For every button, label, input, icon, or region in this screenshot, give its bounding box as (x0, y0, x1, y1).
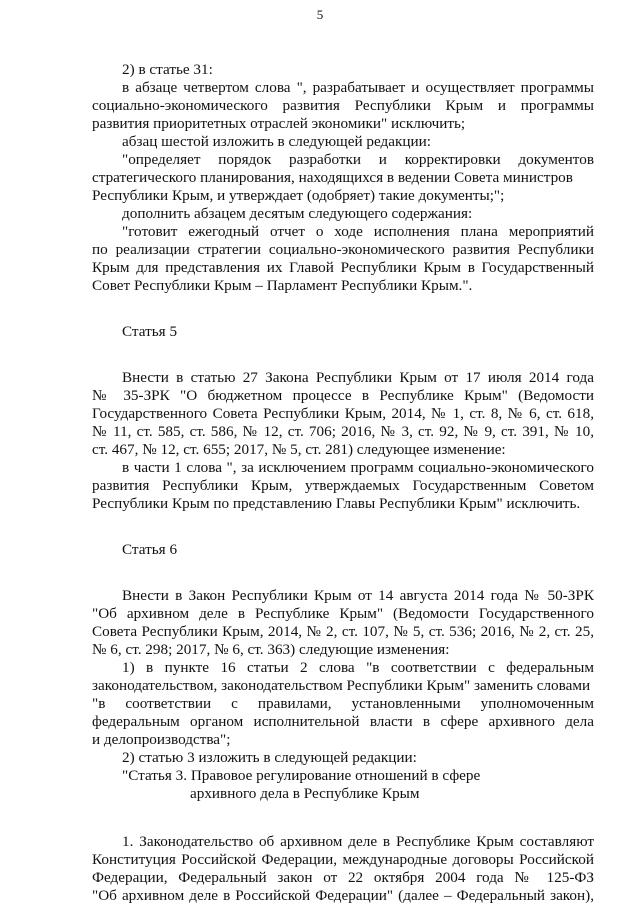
text-line: Республики Крым, и утверждает (одобряет) такие документы;"; (92, 187, 505, 204)
text-line: дополнить абзацем десятым следующего содержания: (122, 205, 473, 222)
text-line: Внести в статью 27 Закона Республики Крым от 17 июля 2014 года (122, 369, 594, 386)
text-line: "Статья 3. Правовое регулирование отношений в сфере (122, 767, 481, 784)
page-number: 5 (316, 7, 324, 22)
article-heading: Статья 6 (122, 541, 178, 558)
text-line: законодательством, законодательством Республики Крым" заменить словами (92, 677, 591, 694)
text-line: Крым для представления их Главой Республики Крым в Государственный (92, 259, 594, 276)
paragraph-gap (92, 559, 594, 587)
text-line: архивного дела в Республике Крым (190, 785, 420, 802)
text-line: в абзаце четвертом слова ", разрабатывает и осуществляет программы (122, 79, 594, 96)
document-body (92, 61, 594, 905)
text-line: по реализации стратегии социально-экономического развития Республики (92, 241, 594, 258)
text-line: в части 1 слова ", за исключением программ социально-экономического (122, 459, 594, 476)
text-line: Государственного Совета Республики Крым, 2014, № 1, ст. 8, № 6, ст. 618, (92, 405, 594, 422)
text-line: Внести в Закон Республики Крым от 14 августа 2014 года № 50-ЗРК (122, 587, 594, 604)
text-line: абзац шестой изложить в следующей редакции: (122, 133, 431, 150)
text-line: "готовит ежегодный отчет о ходе исполнения плана мероприятий (122, 223, 594, 240)
paragraph-gap (92, 295, 594, 323)
text-line: № 11, ст. 585, ст. 586, № 12, ст. 706; 2016, № 3, ст. 92, № 9, ст. 391, № 10, (92, 423, 594, 440)
text-line: Республики Крым по представлению Главы Республики Крым" исключить. (92, 495, 581, 512)
text-line: и делопроизводства"; (92, 731, 231, 748)
text-line: социально-экономического развития Республики Крым и программы (92, 97, 594, 114)
text-line: Совет Республики Крым – Парламент Республики Крым.". (92, 277, 473, 294)
text-line: 1) в пункте 16 статьи 2 слова "в соответствии с федеральным (122, 659, 594, 676)
text-line: № 35-ЗРК "О бюджетном процессе в Республике Крым" (Ведомости (92, 387, 594, 404)
text-line: № 6, ст. 298; 2017, № 6, ст. 363) следующие изменения: (92, 641, 450, 658)
text-line: Совета Республики Крым, 2014, № 2, ст. 107, № 5, ст. 536; 2016, № 2, ст. 25, (92, 623, 594, 640)
text-line: ст. 467, № 12, ст. 655; 2017, № 5, ст. 281) следующее изменение: (92, 441, 506, 458)
paragraph-gap (92, 803, 594, 833)
text-line: стратегического планирования, находящихся в ведении Совета министров (92, 169, 573, 186)
text-line: развития Республики Крым, утверждаемых Государственным Советом (92, 477, 594, 494)
article-heading: Статья 5 (122, 323, 178, 340)
text-line: 2) статью 3 изложить в следующей редакции: (122, 749, 417, 766)
text-line: развития приоритетных отраслей экономики" исключить; (92, 115, 466, 132)
text-line: Федерации, Федеральный закон от 22 октября 2004 года № 125-ФЗ (92, 869, 594, 886)
paragraph-gap (92, 513, 594, 541)
text-line: "в соответствии с правилами, установленными уполномоченным (92, 695, 594, 712)
paragraph-gap (92, 341, 594, 369)
text-line: "Об архивном деле в Республике Крым" (Ведомости Государственного (92, 605, 594, 622)
text-line: 2) в статье 31: (122, 61, 213, 78)
text-line: 1. Законодательство об архивном деле в Республике Крым составляют (122, 833, 594, 850)
text-line: "Об архивном деле в Российской Федерации" (далее – Федеральный закон), (92, 887, 594, 904)
text-line: Конституция Российской Федерации, международные договоры Российской (92, 851, 594, 868)
text-line: "определяет порядок разработки и корректировки документов (122, 151, 594, 168)
text-line: федеральным органом исполнительной власти в сфере архивного дела (92, 713, 594, 730)
